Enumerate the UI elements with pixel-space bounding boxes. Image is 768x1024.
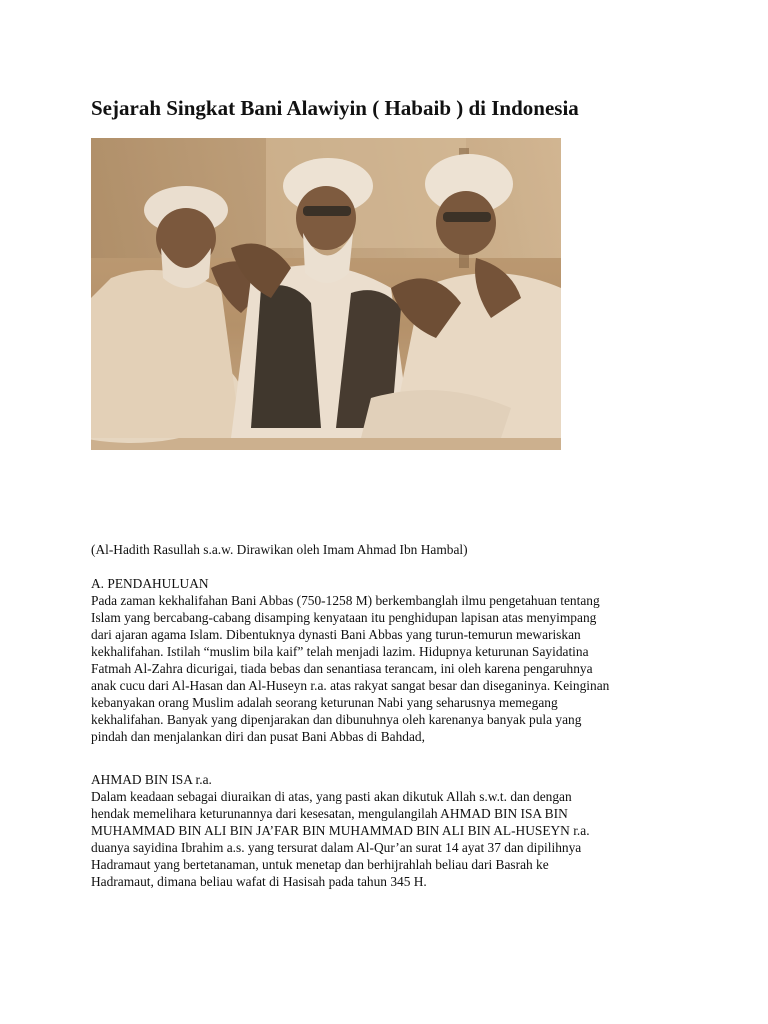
paragraph-line: Hadramaut yang bertetanaman, untuk menetap dan berhijrahlah beliau dari Basrah ke bbox=[91, 857, 549, 872]
vintage-photo-icon bbox=[91, 138, 561, 450]
paragraph-line: Islam yang bercabang-cabang disamping kenyataan itu penghidupan lapisan atas menyimpang bbox=[91, 610, 597, 625]
paragraph-line: hendak memelihara keturunannya dari kesesatan, mengulangilah AHMAD BIN ISA BIN bbox=[91, 806, 568, 821]
paragraph-line: Hadramaut, dimana beliau wafat di Hasisah pada tahun 345 H. bbox=[91, 874, 427, 889]
section-heading: A. PENDAHULUAN bbox=[91, 576, 209, 591]
paragraph-line: MUHAMMAD BIN ALI BIN JA’FAR BIN MUHAMMAD BIN ALI BIN AL-HUSEYN r.a. bbox=[91, 823, 590, 838]
paragraph-line: dari ajaran agama Islam. Dibentuknya dynasti Bani Abbas yang turun-temurun mewariskan bbox=[91, 627, 581, 642]
paragraph-line: Dalam keadaan sebagai diuraikan di atas, yang pasti akan dikutuk Allah s.w.t. dan dengan bbox=[91, 789, 572, 804]
paragraph-line: duanya sayidina Ibrahim a.s. yang tersurat dalam Al-Qur’an surat 14 ayat 37 dan dipilihnya bbox=[91, 840, 582, 855]
paragraph-line: kekhalifahan. Banyak yang dipenjarakan dan dibunuhnya oleh karenanya banyak pula yang bbox=[91, 712, 582, 727]
paragraph-line: kekhalifahan. Istilah “muslim bila kaif” telah menjadi lazim. Hidupnya keturunan Sayidatina bbox=[91, 644, 589, 659]
section-ahmad-bin-isa bbox=[91, 771, 691, 890]
photo bbox=[91, 138, 561, 450]
photo-caption bbox=[91, 541, 691, 558]
document-title: Sejarah Singkat Bani Alawiyin ( Habaib ) di Indonesia bbox=[91, 96, 579, 120]
paragraph-line: pindah dan menjalankan diri dan pusat Bani Abbas di Bahdad, bbox=[91, 729, 425, 744]
section-pendahuluan bbox=[91, 575, 691, 745]
caption-text: (Al-Hadith Rasullah s.a.w. Dirawikan oleh Imam Ahmad Ibn Hambal) bbox=[91, 542, 468, 557]
section-heading: AHMAD BIN ISA r.a. bbox=[91, 772, 212, 787]
paragraph-line: Fatmah Al-Zahra dicurigai, tiada bebas dan senantiasa terancam, ini oleh karena pengaruhnya bbox=[91, 661, 593, 676]
paragraph-line: anak cucu dari Al-Hasan dan Al-Huseyn r.a. atas rakyat sangat besar dan diseganinya. Keinginan bbox=[91, 678, 610, 693]
paragraph-line: Pada zaman kekhalifahan Bani Abbas (750-1258 M) berkembanglah ilmu pengetahuan tentang bbox=[91, 593, 600, 608]
paragraph-line: kebanyakan orang Muslim adalah seorang keturunan Nabi yang seharusnya memegang bbox=[91, 695, 558, 710]
